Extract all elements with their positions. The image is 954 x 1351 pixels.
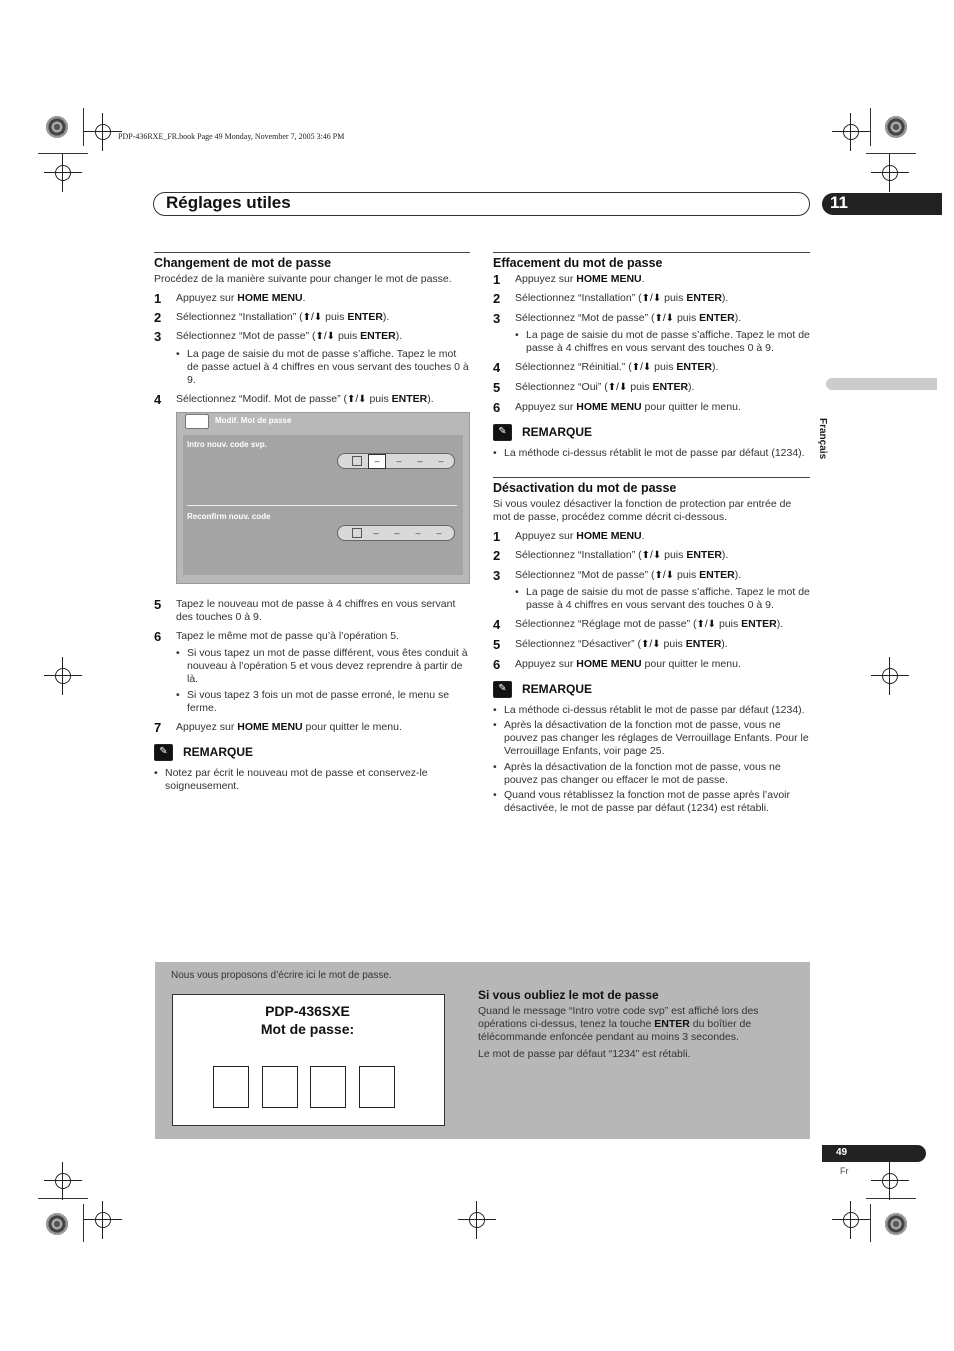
step: 1 Appuyez sur HOME MENU. <box>493 528 645 544</box>
code-digit: – <box>396 455 402 466</box>
step: 1 Appuyez sur HOME MENU. <box>493 271 645 287</box>
crosshair-icon <box>843 124 859 140</box>
crop-mark <box>38 153 88 154</box>
divider <box>187 505 457 506</box>
crosshair-icon <box>843 1212 859 1228</box>
pencil-note-icon: ✎ <box>154 744 173 761</box>
password-screen-mockup <box>176 412 470 584</box>
step: 7 Appuyez sur HOME MENU pour quitter le menu. <box>154 719 402 735</box>
up-down-arrow-icon: ⬆/⬇ <box>631 361 652 373</box>
list-item: • La méthode ci-dessus rétablit le mot de passe par défaut (1234). <box>493 447 810 460</box>
crosshair-icon <box>95 124 111 140</box>
section-intro: Si vous voulez désactiver la fonction de protection par entrée de mot de passe, procédez comme décrit ci-dessous. <box>493 498 792 523</box>
registration-target-icon <box>46 116 68 138</box>
password-label: Mot de passe: <box>260 1021 355 1037</box>
confirm-code-field <box>337 525 455 541</box>
up-down-arrow-icon: ⬆/⬇ <box>607 381 628 393</box>
note-header: ✎ REMARQUE <box>493 424 810 441</box>
forgot-default: Le mot de passe par défaut “1234” est rétabli. <box>478 1048 691 1060</box>
page-language: Fr <box>840 1166 849 1176</box>
crosshair-icon <box>882 668 898 684</box>
left-column <box>154 252 470 799</box>
pencil-note-icon: ✎ <box>493 424 512 441</box>
list-item: • Notez par écrit le nouveau mot de passe et conservez-le soigneusement. <box>154 767 470 793</box>
screen-title: Modif. Mot de passe <box>185 414 291 429</box>
code-digit: – <box>368 454 386 469</box>
list-item: • Après la désactivation de la fonction mot de passe, vous ne pouvez pas changer les réglages de Verrouillage Enfants. Pour le Verrouillage Enfants, voir page 25. <box>493 719 810 757</box>
menu-icon <box>185 414 209 429</box>
step: 4 Sélectionnez “Réinitial.” (⬆/⬇ puis ENTER). <box>493 359 719 375</box>
list-item: • Quand vous rétablissez la fonction mot de passe après l’avoir désactivée, le mot de passe par défaut (1234) est rétabli. <box>493 789 810 815</box>
registration-target-icon <box>46 1213 68 1235</box>
password-digit-box <box>262 1066 298 1108</box>
keypad-icon <box>352 456 362 466</box>
step: 2 Sélectionnez “Installation” (⬆/⬇ puis ENTER). <box>493 290 729 306</box>
crosshair-icon <box>882 1173 898 1189</box>
bullet-list <box>176 647 470 715</box>
step: 3 Sélectionnez “Mot de passe” (⬆/⬇ puis ENTER). <box>493 567 742 583</box>
step: 5 Tapez le nouveau mot de passe à 4 chiffres en vous servant des touches 0 à 9. <box>154 597 456 624</box>
new-code-field <box>337 453 455 469</box>
section-title: Changement de mot de passe <box>154 256 332 270</box>
new-code-label: Intro nouv. code svp. <box>187 440 267 450</box>
code-digit: – <box>394 527 400 538</box>
section-rule <box>493 477 810 478</box>
up-down-arrow-icon: ⬆/⬇ <box>696 618 717 630</box>
language-label: Français <box>817 418 828 460</box>
list-item: • Après la désactivation de la fonction mot de passe, vous ne pouvez pas changer ou effacer le mot de passe. <box>493 761 810 787</box>
password-digit-box <box>359 1066 395 1108</box>
password-digit-box <box>310 1066 346 1108</box>
crosshair-icon <box>882 165 898 181</box>
up-down-arrow-icon: ⬆/⬇ <box>641 638 661 650</box>
list-item: • Si vous tapez 3 fois un mot de passe erroné, le menu se ferme. <box>176 689 470 715</box>
step: 4 Sélectionnez “Modif. Mot de passe” (⬆/⬇ puis ENTER). <box>154 391 434 407</box>
model-name: PDP-436SXE <box>265 1003 350 1019</box>
crosshair-icon <box>95 1212 111 1228</box>
crop-mark <box>83 1204 84 1242</box>
forgot-text: Quand le message “Intro votre code svp” est affiché lors des opérations ci-dessus, tenez la touche ENTER du boîtier de télécommande enfoncée pendant au moins 3 secondes. <box>478 1005 759 1043</box>
keypad-icon <box>352 528 362 538</box>
code-digit: – <box>417 455 423 466</box>
step: 2 Sélectionnez “Installation” (⬆/⬇ puis ENTER). <box>154 309 390 325</box>
step: 6 Tapez le même mot de passe qu’à l’opération 5. <box>154 628 399 644</box>
up-down-arrow-icon: ⬆/⬇ <box>641 292 662 304</box>
note-header: ✎ REMARQUE <box>493 681 810 698</box>
step: 2 Sélectionnez “Installation” (⬆/⬇ puis ENTER). <box>493 547 729 563</box>
crosshair-icon <box>55 165 71 181</box>
list-item: • La méthode ci-dessus rétablit le mot de passe par défaut (1234). <box>493 704 810 717</box>
bullet-list <box>515 586 810 612</box>
memo-intro: Nous vous proposons d’écrire ici le mot de passe. <box>171 970 392 981</box>
code-digit: – <box>373 527 379 538</box>
list-item: • La page de saisie du mot de passe s’affiche. Tapez le mot de passe actuel à 4 chiffres en vous servant des touches 0 à 9. <box>176 348 470 386</box>
section-intro: Procédez de la manière suivante pour changer le mot de passe. <box>154 272 452 285</box>
list-item: • La page de saisie du mot de passe s’affiche. Tapez le mot de passe à 4 chiffres en vous servant des touches 0 à 9. <box>515 329 810 355</box>
pencil-note-icon: ✎ <box>493 681 512 698</box>
up-down-arrow-icon: ⬆/⬇ <box>654 569 675 581</box>
note-list <box>154 767 470 793</box>
chapter-number: 11 <box>830 193 848 212</box>
language-tab <box>826 378 937 390</box>
up-down-arrow-icon: ⬆/⬇ <box>347 393 367 405</box>
registration-target-icon <box>885 1213 907 1235</box>
code-digit: – <box>415 527 421 538</box>
bullet-list <box>176 348 470 386</box>
crop-mark <box>870 108 871 146</box>
section-title: Effacement du mot de passe <box>493 256 663 270</box>
page-title: Réglages utiles <box>166 193 291 212</box>
step: 5 Sélectionnez “Oui” (⬆/⬇ puis ENTER). <box>493 379 695 395</box>
password-digit-box <box>213 1066 249 1108</box>
forgot-password-info <box>478 989 778 1061</box>
page-number: 49 <box>836 1147 848 1158</box>
note-list <box>493 447 810 460</box>
up-down-arrow-icon: ⬆/⬇ <box>302 311 323 323</box>
list-item: • La page de saisie du mot de passe s’affiche. Tapez le mot de passe à 4 chiffres en vous servant des touches 0 à 9. <box>515 586 810 612</box>
right-column <box>493 252 810 821</box>
bullet-list <box>515 329 810 355</box>
list-item: • Si vous tapez un mot de passe différent, vous êtes conduit à nouveau à l’opération 5 et vous devez reprendre à partir de là. <box>176 647 470 685</box>
forgot-title: Si vous oubliez le mot de passe <box>478 988 659 1002</box>
step: 6 Appuyez sur HOME MENU pour quitter le menu. <box>493 656 741 672</box>
step: 6 Appuyez sur HOME MENU pour quitter le menu. <box>493 399 741 415</box>
screen-panel <box>183 435 463 575</box>
confirm-code-label: Reconfirm nouv. code <box>187 512 271 522</box>
note-header: ✎ REMARQUE <box>154 744 470 761</box>
step: 1 Appuyez sur HOME MENU. <box>154 290 306 306</box>
password-card-title <box>172 1002 443 1038</box>
crop-mark <box>866 153 916 154</box>
crosshair-icon <box>469 1212 485 1228</box>
crop-mark <box>870 1204 871 1242</box>
up-down-arrow-icon: ⬆/⬇ <box>641 549 662 561</box>
crop-mark <box>866 1198 916 1199</box>
section-rule <box>154 252 470 253</box>
up-down-arrow-icon: ⬆/⬇ <box>315 331 336 343</box>
crosshair-icon <box>55 1173 71 1189</box>
registration-target-icon <box>885 116 907 138</box>
up-down-arrow-icon: ⬆/⬇ <box>654 312 675 324</box>
code-digit: – <box>438 455 444 466</box>
section-title: Désactivation du mot de passe <box>493 481 677 496</box>
step: 3 Sélectionnez “Mot de passe” (⬆/⬇ puis ENTER). <box>493 310 742 326</box>
note-list <box>493 704 810 815</box>
code-digit: – <box>436 527 442 538</box>
step: 4 Sélectionnez “Réglage mot de passe” (⬆/⬇ puis ENTER). <box>493 616 784 632</box>
file-info: PDP-436RXE_FR.book Page 49 Monday, November 7, 2005 3:46 PM <box>118 132 345 141</box>
crosshair-icon <box>55 668 71 684</box>
crop-mark <box>38 1198 88 1199</box>
section-rule <box>493 252 810 253</box>
crop-mark <box>83 108 84 146</box>
step: 5 Sélectionnez “Désactiver” (⬆/⬇ puis ENTER). <box>493 636 728 652</box>
step: 3 Sélectionnez “Mot de passe” (⬆/⬇ puis ENTER). <box>154 329 403 345</box>
